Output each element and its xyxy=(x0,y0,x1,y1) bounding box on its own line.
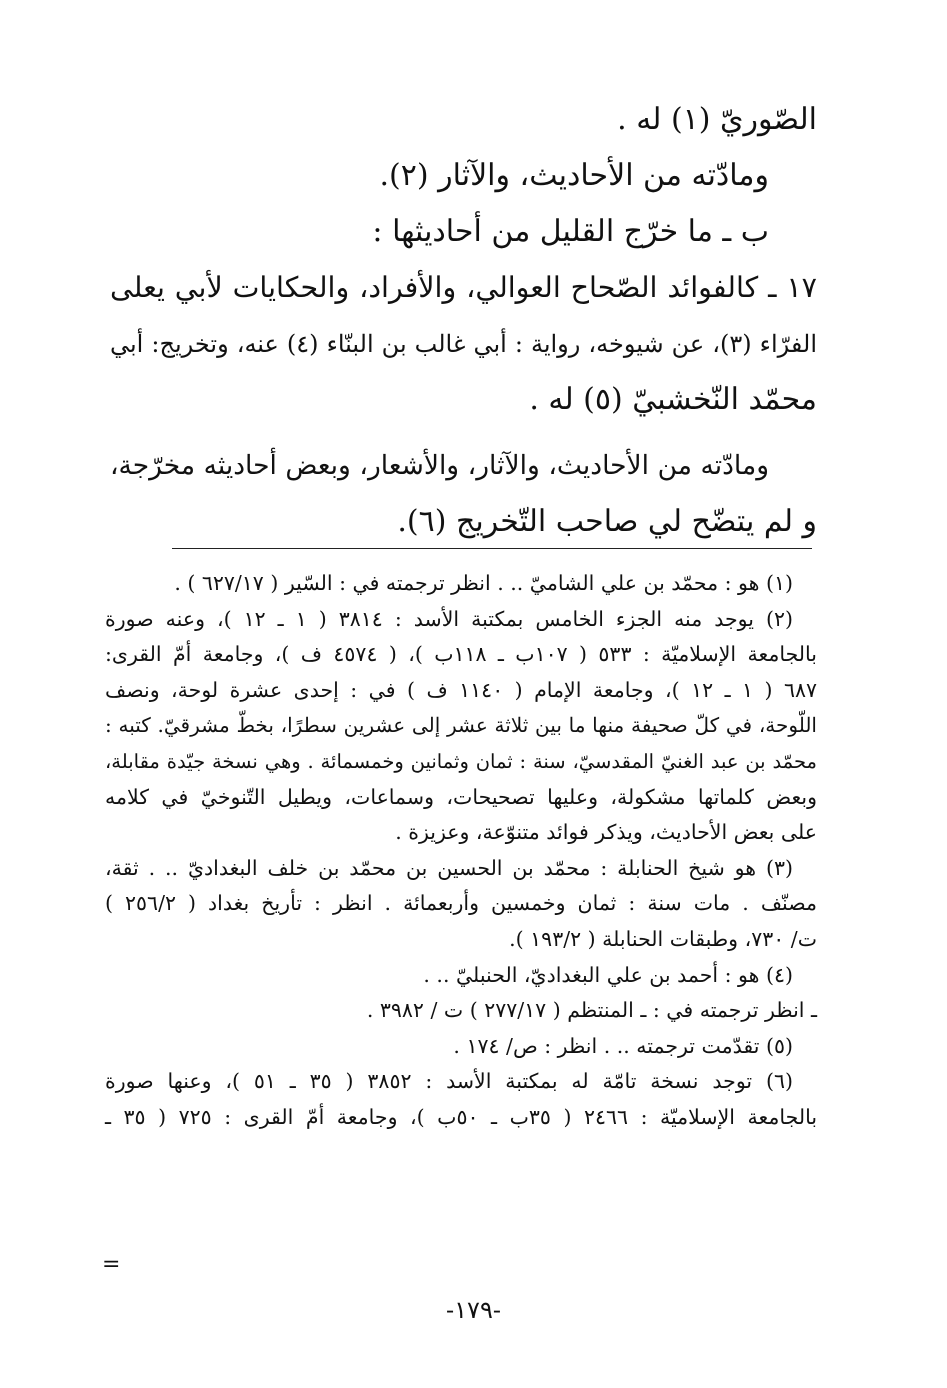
main-line: ب ـ ما خرّج القليل من أحاديثها : xyxy=(372,214,769,249)
footnote-line: (٦) توجد نسخة تامّة له بمكتبة الأسد : ٣٨٥٢ ( ٣٥ ـ ٥١ )، وعنها صورة xyxy=(105,1069,793,1094)
continuation-mark: = xyxy=(102,1252,121,1277)
main-line: و لم يتضّح لي صاحب التّخريج (٦). xyxy=(397,504,817,539)
footnote-line: ٦٨٧ ( ١ ـ ١٢ )، وجامعة الإمام ( ١١٤٠ ف ) في : إحدى عشرة لوحة، ونصف xyxy=(105,677,818,702)
main-line: الصّوريّ (١) له . xyxy=(617,102,817,137)
footnote-line: محمّد بن عبد الغنيّ المقدسيّ، سنة : ثمان وثمانين وخمسمائة . وهي نسخة جيّدة مقابلة، xyxy=(105,749,817,773)
main-line: ومادّته من الأحاديث، والآثار، والأشعار، وبعض أحاديثه مخرّجة، xyxy=(110,450,769,481)
footnote-line: ت/ ٧٣٠، وطبقات الحنابلة ( ١٩٣/٢ ). xyxy=(509,926,817,951)
footnote-line: على بعض الأحاديث، ويذكر فوائد متنوّعة، وعزيزة . xyxy=(395,820,817,845)
footnote-separator xyxy=(172,548,812,549)
main-line: الفرّاء (٣)، عن شيوخه، رواية : أبي غالب بن البنّاء (٤) عنه، وتخريج: أبي xyxy=(110,330,818,358)
footnote-line: (٥) تقدّمت ترجمته .. . انظر : ص/ ١٧٤ . xyxy=(453,1033,793,1058)
footnote-line: (٢) يوجد منه الجزء الخامس بمكتبة الأسد : ٣٨١٤ ( ١ ـ ١٢ )، وعنه صورة xyxy=(105,606,794,631)
footnote-line: (٣) هو شيخ الحنابلة : محمّد بن الحسين بن محمّد بن خلف البغداديّ .. . ثقة، xyxy=(105,855,793,880)
footnote-line: وبعض كلماتها مشكولة، وعليها تصحيحات، وسماعات، ويطيل التّنوخيّ في كلامه xyxy=(105,784,817,809)
footnote-line: بالجامعة الإسلاميّة : ٥٣٣ ( ١٠٧ب ـ ١١٨ب )، ( ٤٥٧٤ ف )، وجامعة أمّ القرى: xyxy=(105,642,817,667)
page-number: -١٧٩- xyxy=(446,1296,501,1324)
footnote-line: ـ انظر ترجمته في : ـ المنتظم ( ٢٧٧/١٧ ) ت / ٣٩٨٢ . xyxy=(366,998,817,1023)
footnote-line: (٤) هو : أحمد بن علي البغداديّ، الحنبليّ .. . xyxy=(423,962,793,987)
footnote-line: اللّوحة، في كلّ صحيفة منها ما بين ثلاثة عشر إلى عشرين سطرًا، بخطّ مشرقيّ. كتبه : xyxy=(105,713,817,738)
footnote-line: (١) هو : محمّد بن علي الشاميّ .. . انظر ترجمته في : السّير ( ٦٢٧/١٧ ) . xyxy=(174,571,793,595)
main-line: ومادّته من الأحاديث، والآثار (٢). xyxy=(379,158,769,193)
main-line: محمّد النّخشبيّ (٥) له . xyxy=(529,382,817,417)
main-line: ١٧ ـ كالفوائد الصّحاح العوالي، والأفراد، والحكايات لأبي يعلى xyxy=(110,271,817,304)
footnotes xyxy=(105,566,817,1136)
footnote-line: مصنّف . مات سنة : ثمان وخمسين وأربعمائة . انظر : تأريخ بغداد ( ٢٥٦/٢ ) xyxy=(105,891,817,916)
main-text xyxy=(110,92,817,550)
footnote-line: بالجامعة الإسلاميّة : ٢٤٦٦ ( ٣٥ب ـ ٥٠ب )، وجامعة أمّ القرى : ٧٢٥ ( ٣٥ ـ xyxy=(105,1104,818,1129)
